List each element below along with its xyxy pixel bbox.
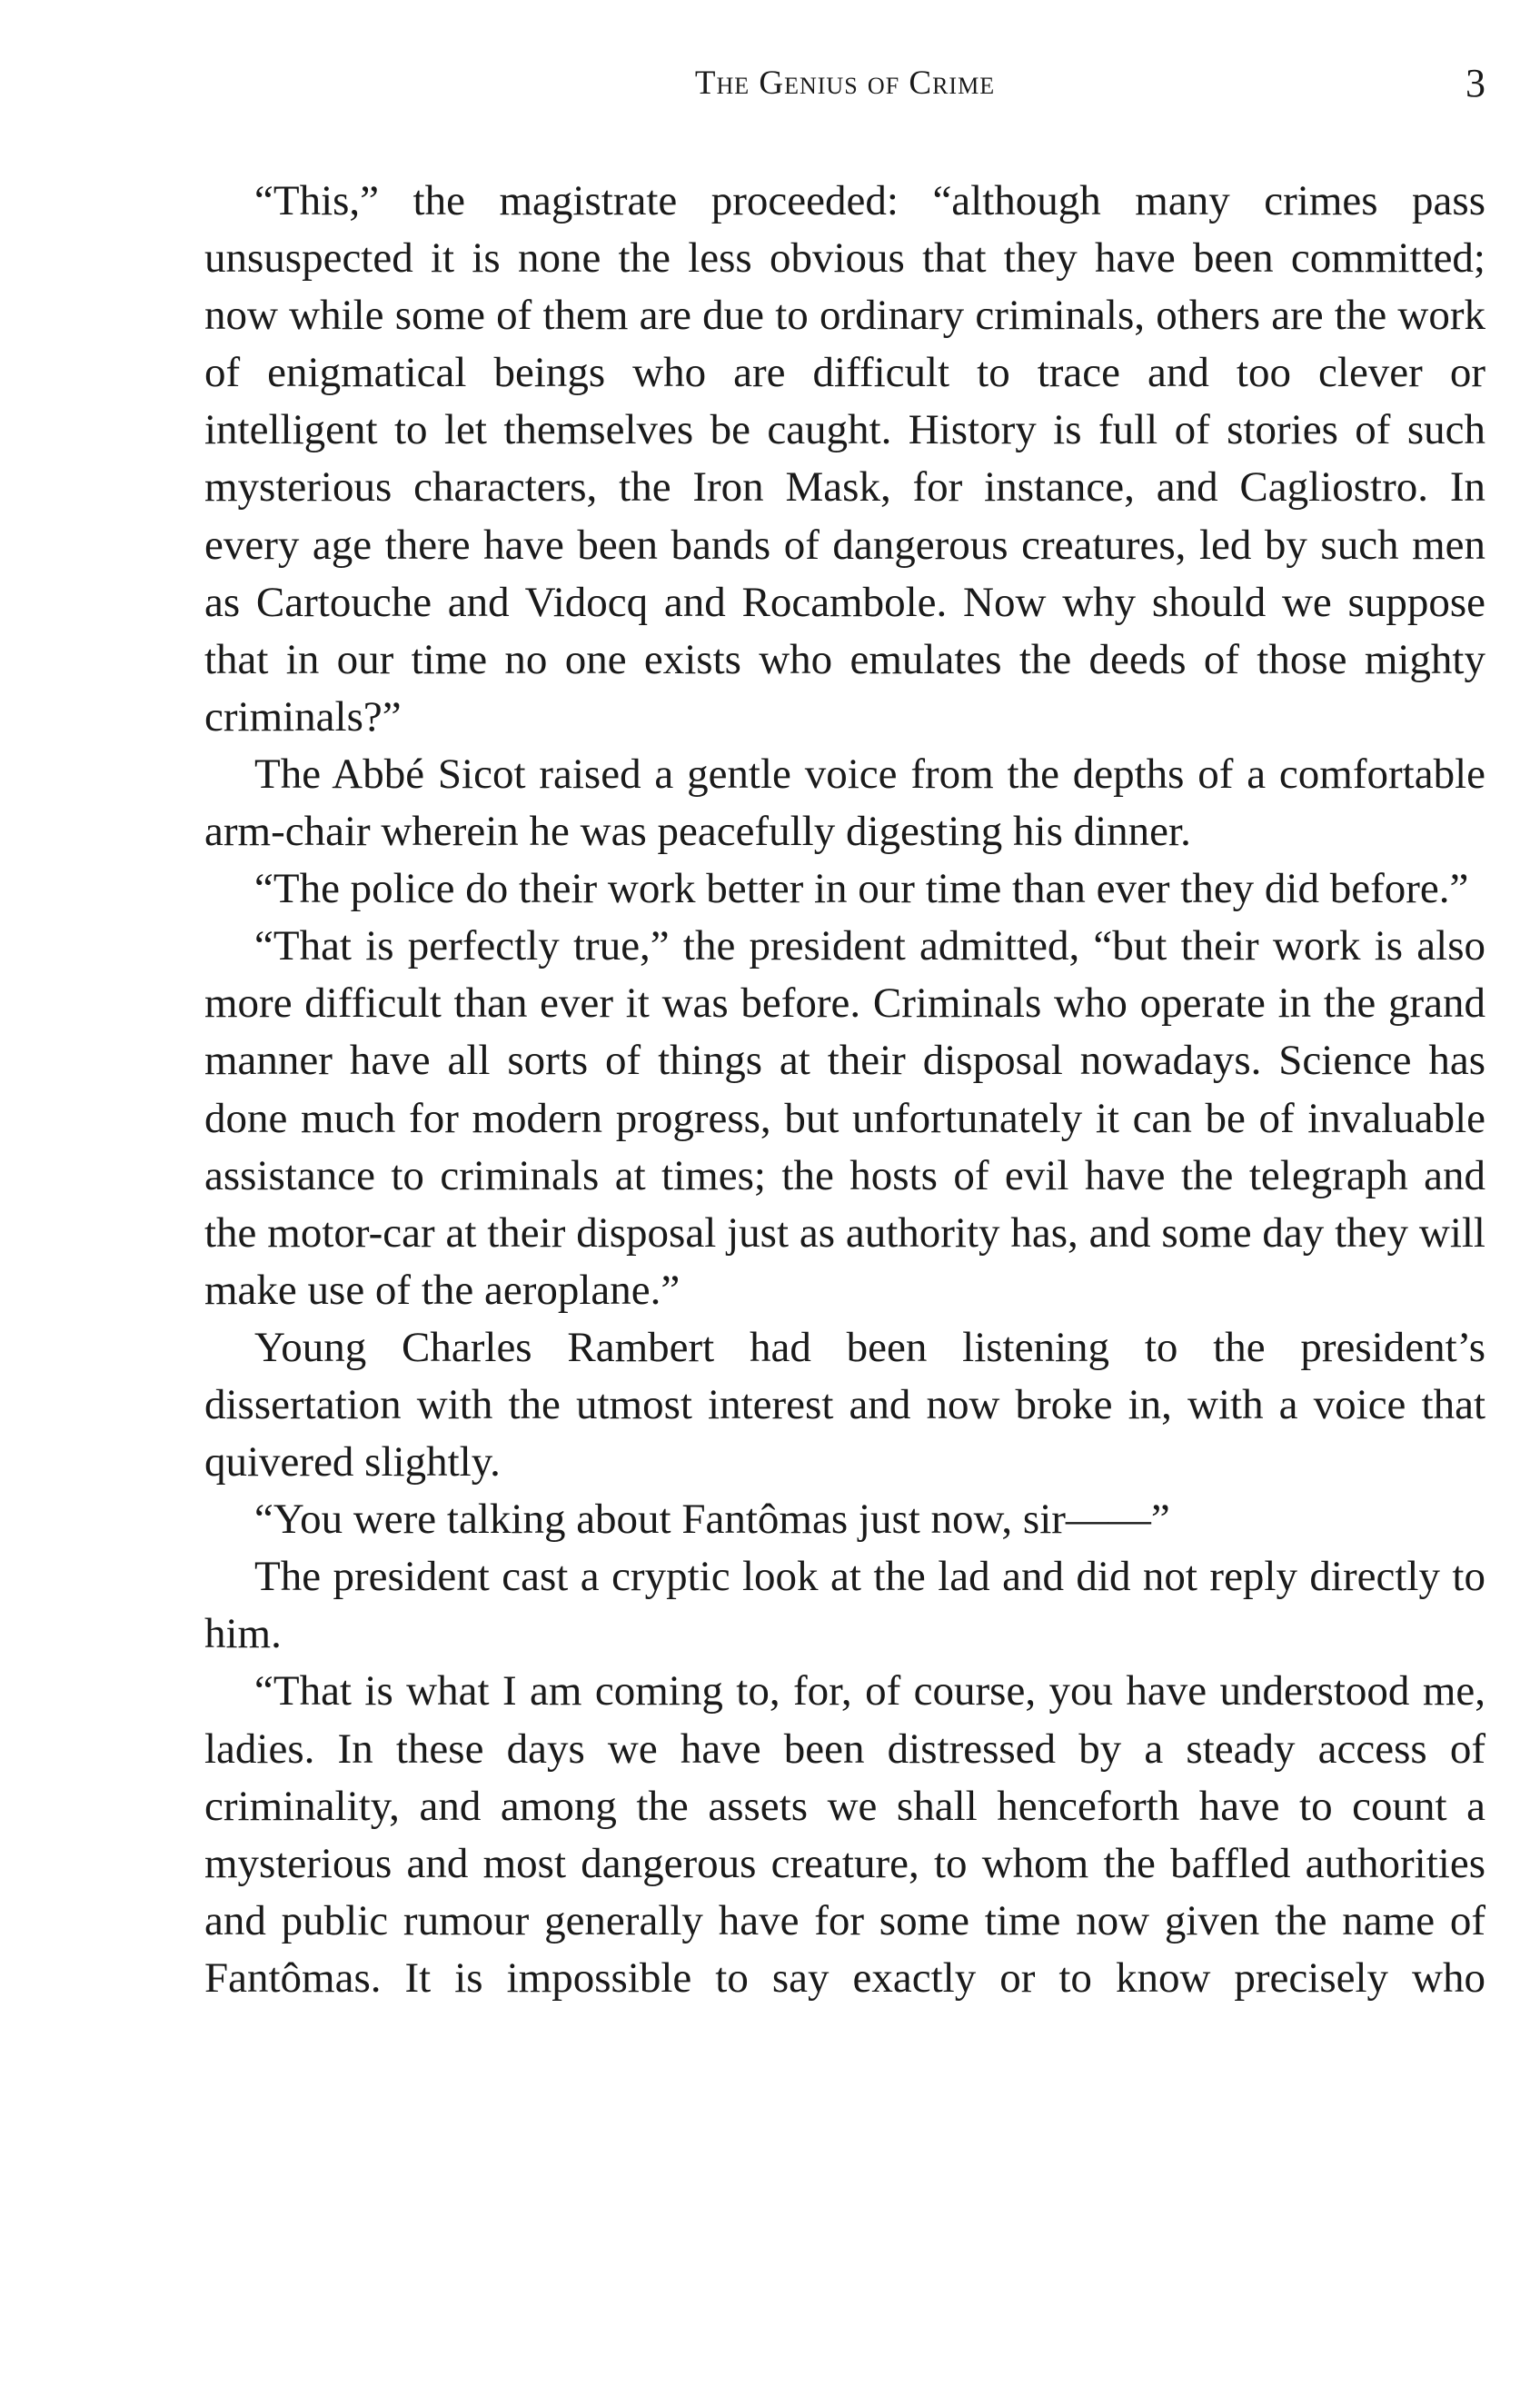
- running-title: The Genius of Crime: [694, 65, 996, 102]
- paragraph: The Abbé Sicot raised a gentle voice from the depths of a comfortable arm-chair wherein he was peacefully digesting his dinner.: [204, 750, 1485, 856]
- paragraph: “The police do their work better in our time than ever they did before.”: [254, 865, 1469, 913]
- running-head: [204, 56, 1485, 111]
- body-text: [204, 173, 1485, 2007]
- paragraph: “This,” the magistrate proceeded: “although many crimes pass unsuspected it is none the less obvious that they have been committed; now while some of them are due to ordinary criminals, others are the work of enigmatical beings who are difficult to trace and too clever or intelligent to let themselves be caught. History is full of stories of such mysterious characters, the Iron Mask, for instance, and Cagliostro. In every age there have been bands of dangerous creatures, led by such men as Cartouche and Vidocq and Rocambole. Now why should we suppose that in our time no one exists who emulates the deeds of those mighty criminals?”: [204, 177, 1485, 741]
- paragraph: “That is what I am coming to, for, of course, you have understood me, ladies. In these days we have been distressed by a steady access of criminality, and among the assets we shall henceforth have to count a mysterious and most dangerous creature, to whom the baffled authorities and public rumour generally have for some time now given the name of Fantômas. It is impossible to say exactly or to know precisely who: [204, 1667, 1485, 2002]
- paragraph: Young Charles Rambert had been listening to the president’s dissertation with the utmost interest and now broke in, with a voice that quivered slightly.: [204, 1323, 1485, 1486]
- paragraph: The president cast a cryptic look at the lad and did not reply directly to him.: [204, 1553, 1485, 1658]
- paragraph: “That is perfectly true,” the president admitted, “but their work is also more difficult than ever it was before. Criminals who operate in the grand manner have all sorts of things at their disposal nowadays. Science has done much for modern progress, but unfortunately it can be of invaluable assistance to criminals at times; the hosts of evil have the telegraph and the motor-car at their disposal just as authority has, and some day they will make use of the aeroplane.”: [204, 922, 1485, 1314]
- page-number: 3: [1465, 61, 1485, 105]
- paragraph: “You were talking about Fantômas just now, sir——”: [254, 1496, 1170, 1544]
